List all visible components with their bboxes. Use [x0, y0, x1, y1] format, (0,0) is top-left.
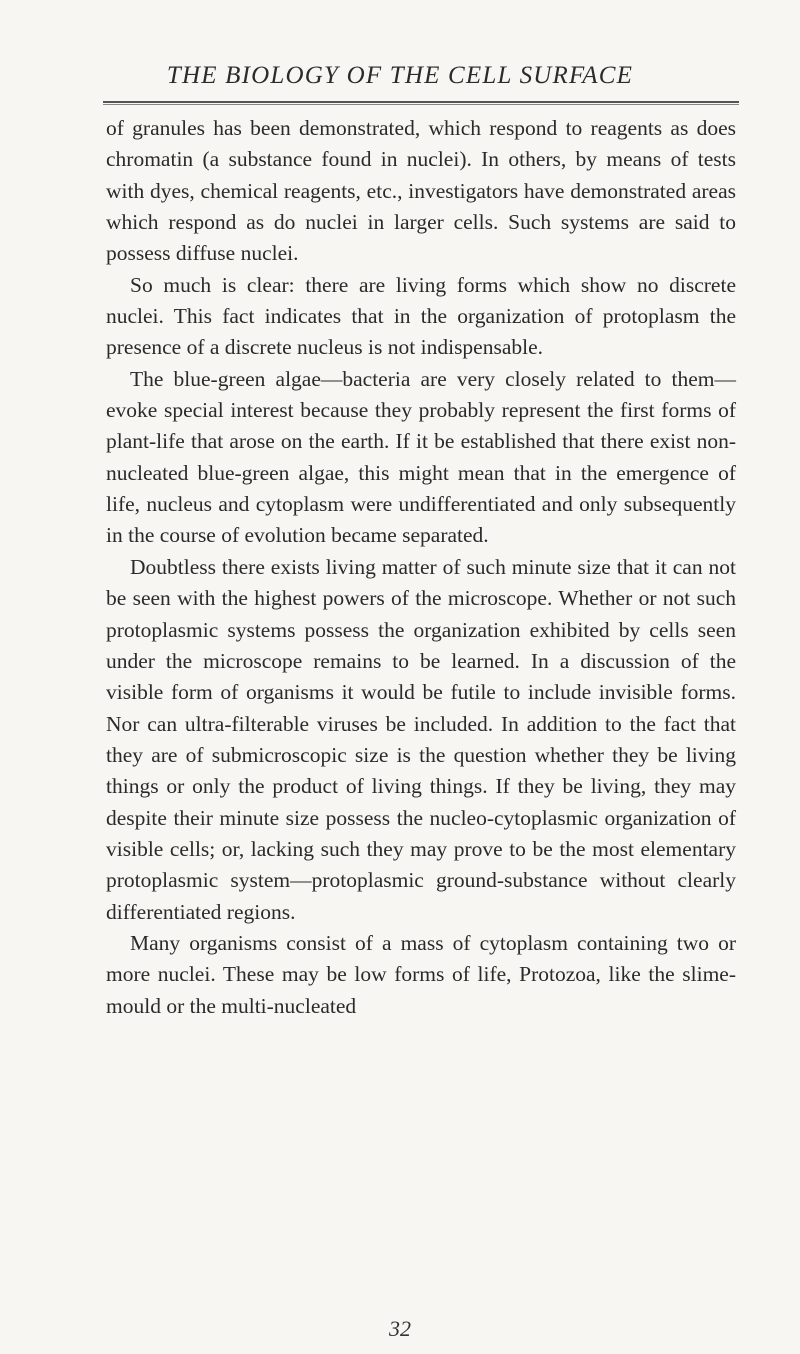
body-text [106, 113, 736, 1022]
paragraph: Many organisms consist of a mass of cytoplasm containing two or more nuclei. These may be low forms of life, Protozoa, like the slime-mould or the multi-nucleated [106, 930, 736, 1018]
header-rule [103, 101, 739, 105]
page-number: 32 [389, 1316, 411, 1341]
paragraph: The blue-green algae—bacteria are very closely related to them—evoke special interest because they probably represent the first forms of plant-life that arose on the earth. If it be established that there exist non-nucleated blue-green algae, this might mean that in the emergence of life, nucleus and cytoplasm were undifferentiated and only subsequently in the course of evolution became separated. [106, 366, 736, 548]
paragraph: Doubtless there exists living matter of such minute size that it can not be seen with the highest powers of the microscope. Whether or not such protoplasmic systems possess the organization exhibited by cells seen under the microscope remains to be learned. In a discussion of the visible form of organisms it would be futile to include invisible forms. Nor can ultra-filterable viruses be included. In addition to the fact that they are of submicroscopic size is the question whether they be living things or only the product of living things. If they be living, they may despite their minute size possess the nucleo-cytoplasmic organization of visible cells; or, lacking such they may prove to be the most elementary protoplasmic system—protoplasmic ground-substance without clearly differentiated regions. [106, 554, 736, 924]
running-head-title: THE BIOLOGY OF THE CELL SURFACE [166, 62, 634, 89]
paragraph: of granules has been demonstrated, which respond to reagents as does chromatin (a substance found in nuclei). In others, by means of tests with dyes, chemical reagents, etc., investigators have demonstrated areas which respond as do nuclei in larger cells. Such systems are said to possess diffuse nuclei. [106, 116, 736, 266]
paragraph: So much is clear: there are living forms which show no discrete nuclei. This fact indicates that in the organization of protoplasm the presence of a discrete nucleus is not indispensable. [106, 272, 736, 360]
